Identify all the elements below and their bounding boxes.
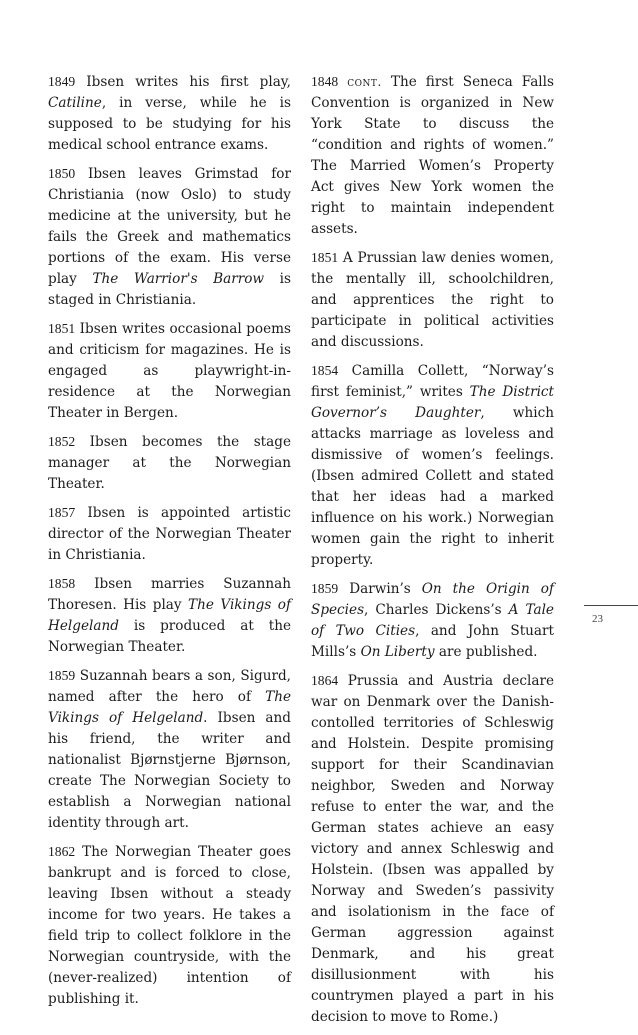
entry-title-italic: The Vikings of Helgeland [48,597,291,634]
entry-year: 1850 [48,166,76,181]
entry-text: Ibsen writes occasional poems and criticism for magazines. He is engaged as playwright-in-residence at the Norwegian Theater in Bergen. [48,321,291,421]
timeline-entry [48,71,291,156]
timeline-entry [48,665,291,834]
timeline-entry [48,163,291,311]
entry-year: 1851 [311,250,339,265]
entry-text: Ibsen writes his first play, [75,74,291,90]
entry-year: 1858 [48,576,76,591]
entry-text: , and John Stuart Mills’s [311,623,555,660]
timeline-entry [48,318,291,424]
entry-text: . Ibsen and his friend, the writer and nationalist Bjørnstjerne Bjørnson, create The Norwegian Society to establish a Norwegian national identity through art. [48,710,291,831]
entry-title-italic: On Liberty [360,644,435,660]
left-column [48,71,291,1017]
entry-text: Ibsen is appointed artistic director of the Norwegian Theater in Christiania. [48,505,291,563]
timeline-entry [48,502,291,566]
entry-text: , Charles Dickens’s [364,602,509,618]
entry-text: , which attacks marriage as loveless and dismissive of women’s feelings. (Ibsen admired Collett and stated that her ideas had a marked influence on his work.) Norwegian women gain the right to inherit property. [311,405,555,568]
entry-year: 1854 [311,363,339,378]
entry-text: Prussia and Austria declare war on Denmark over the Danish-contolled territories of Schleswig and Holstein. Despite promising support for their Scandinavian neighbor, Sweden and Norway refuse to enter the war, and the German states achieve an easy victory and annex Schleswig and Holstein. (Ibsen was appalled by Norway and Sweden’s passivity and isolationism in the face of German aggression against Denmark, and his great disillusionment with his countrymen played a part in his decision to move to Rome.) [311,673,554,1025]
entry-title-italic: Catiline [48,95,102,111]
entry-continued-label: cont. [347,74,382,89]
entry-text: Suzannah bears a son, Sigurd, named after the hero of [48,668,291,705]
timeline-entry [48,841,291,1010]
timeline-entry [311,360,554,571]
right-column [311,71,554,1035]
timeline-entry [311,71,554,240]
page-number: 23 [592,613,603,625]
entry-year: 1848 [311,74,339,89]
entry-text: Ibsen leaves Grimstad for Christiania (now Oslo) to study medicine at the university, but he fails the Greek and mathematics portions of the exam. His verse play [48,166,291,287]
entry-title-italic: A Tale of Two Cities [311,602,554,639]
entry-year: 1857 [48,505,76,520]
timeline-entry [48,573,291,658]
entry-text: Ibsen becomes the stage manager at the Norwegian Theater. [48,434,291,492]
entry-year: 1849 [48,74,76,89]
entry-text: , in verse, while he is supposed to be studying for his medical school entrance exams. [48,95,291,153]
entry-text: is produced at the Norwegian Theater. [48,618,291,655]
entry-year: 1852 [48,434,76,449]
entry-title-italic: On the Origin of Species [311,581,554,618]
timeline-entry [311,578,554,663]
entry-title-italic: The Warrior's Barrow [92,271,265,287]
entry-text: Camilla Collett, “Norway’s first feminist,” writes [311,363,554,400]
entry-title-italic: The Vikings of Helgeland [48,689,291,726]
timeline-entry [48,431,291,495]
entry-text: The first Seneca Falls Convention is organized in New York State to discuss the “condition and rights of women.” The Married Women’s Property Act gives New York women the right to maintain independent assets. [311,74,554,237]
entry-year: 1859 [311,581,339,596]
entry-year: 1864 [311,673,339,688]
entry-text: A Prussian law denies women, the mentally ill, schoolchildren, and apprentices the right to participate in political activities and discussions. [311,250,554,350]
entry-year: 1859 [48,668,76,683]
entry-year: 1851 [48,321,76,336]
entry-text: is staged in Christiania. [48,271,291,308]
entry-text: The Norwegian Theater goes bankrupt and is forced to close, leaving Ibsen without a steady income for two years. He takes a field trip to collect folklore in the Norwegian countryside, with the (never-realized) intention of publishing it. [48,844,291,1007]
entry-year: 1862 [48,844,76,859]
entry-title-italic: The District Governor’s Daughter [311,384,555,421]
entry-text: Ibsen marries Suzannah Thoresen. His play [48,576,291,613]
timeline-entry [311,247,554,353]
page-number-rule [584,605,638,606]
timeline-entry [311,670,554,1028]
entry-text: are published. [434,644,538,660]
entry-text: Darwin’s [338,581,422,597]
